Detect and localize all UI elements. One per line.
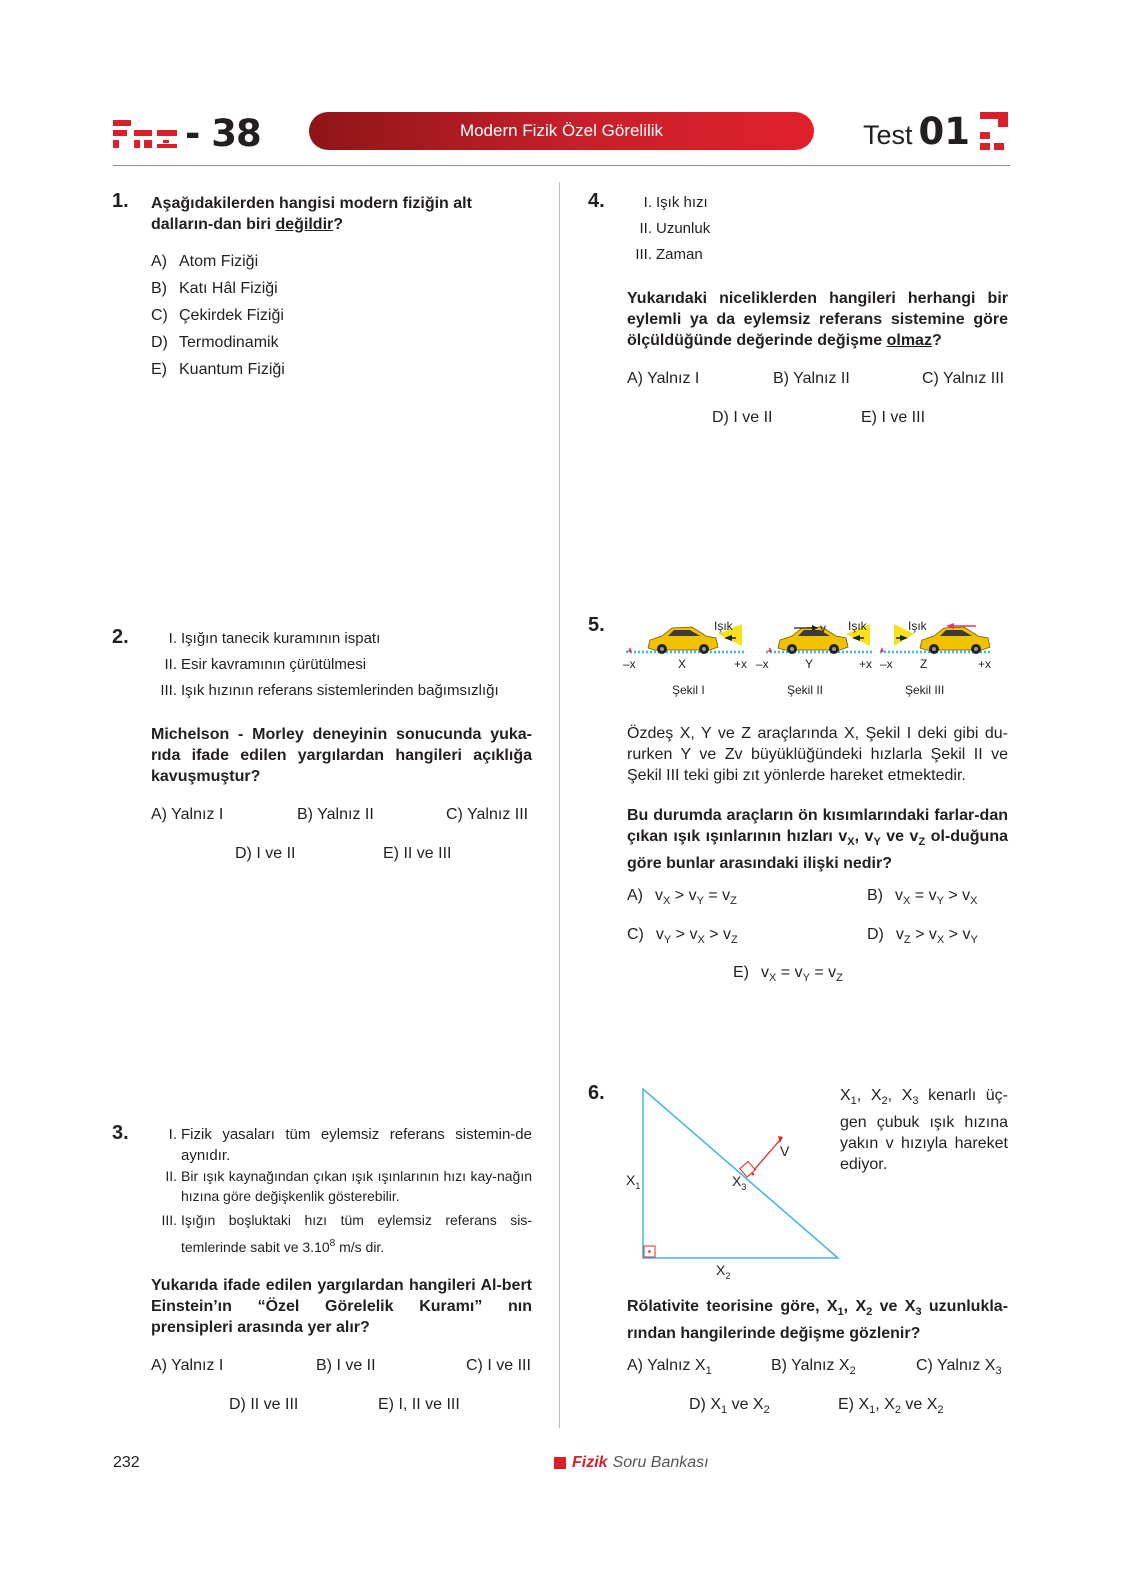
subscript: Z xyxy=(918,836,926,848)
item-text: Işık hızı xyxy=(656,194,708,211)
page-header xyxy=(113,108,1010,166)
option-text: v xyxy=(761,964,769,981)
option-item xyxy=(151,302,521,329)
minus-x-1: –x xyxy=(623,657,636,671)
question-5-number: 5. xyxy=(588,614,605,636)
question-3-option-b: B) I ve II xyxy=(316,1357,376,1374)
option-text: > v xyxy=(910,926,937,943)
question-2-option-a: A) Yalnız I xyxy=(151,806,224,823)
option-text: > v xyxy=(943,887,971,904)
text: D) X xyxy=(689,1396,721,1413)
option-text: Katı Hâl Fiziği xyxy=(179,280,278,297)
question-5-option-e xyxy=(733,962,843,989)
option-letter: D) xyxy=(151,334,168,351)
item-text: Işığın tanecik kuramının ispatı xyxy=(181,630,381,647)
option-letter: C) xyxy=(627,926,644,943)
item-text: Esir kavramının çürütülmesi xyxy=(181,656,367,673)
light-label-1: Işık xyxy=(714,619,733,633)
question-1-options xyxy=(151,248,521,383)
option-letter: E) xyxy=(151,361,167,378)
question-2-option-c: C) Yalnız III xyxy=(446,806,529,823)
question-5-body: Özdeş X, Y ve Z araçlarında X, Şekil I deki gibi du-rurken Y ve Zv büyüklüğündeki hızlarla Şekil II ve Şekil III teki gibi zıt yönlerde hareket etmektedir. xyxy=(627,725,1008,784)
faz-logo-icon xyxy=(113,116,181,152)
subscript: Z xyxy=(903,934,911,946)
question-4-stem-end: ? xyxy=(931,332,942,349)
brand xyxy=(113,114,261,154)
subscript: X xyxy=(847,836,855,848)
item-text: Işık hızının referans sistemlerinden bağımsızlığı xyxy=(181,682,499,699)
question-2-items xyxy=(151,626,541,704)
roman-numeral: III. xyxy=(160,682,177,699)
side-label-x3: X xyxy=(732,1173,742,1189)
question-4-number: 4. xyxy=(588,190,605,212)
text: ve X xyxy=(900,1396,938,1413)
question-4-stem-emphasis: olmaz xyxy=(886,332,932,349)
option-letter: B) xyxy=(867,887,883,904)
question-4-items xyxy=(626,190,826,268)
stem-text: Bu durumda araçların ön kısımlarındaki farlar-dan çıkan ışık ışınlarının hızları v xyxy=(627,807,1008,845)
roman-item xyxy=(626,216,826,242)
question-6-option-c xyxy=(916,1355,1002,1382)
book-subject: Fizik xyxy=(572,1454,608,1471)
figure-panel-3 xyxy=(880,623,990,654)
question-5-stem xyxy=(627,805,1008,874)
plus-x-1: +x xyxy=(734,657,748,671)
text: kenarlı üç-gen çubuk ışık hızına yakın v hızıyla hareket ediyor. xyxy=(840,1087,1008,1173)
subscript: 1 xyxy=(635,1181,641,1191)
roman-item xyxy=(626,242,826,268)
question-3-item-3 xyxy=(151,1209,532,1259)
option-letter: A) xyxy=(627,887,643,904)
question-3-option-c: C) I ve III xyxy=(466,1357,531,1374)
minus-x-3: –x xyxy=(880,657,893,671)
option-text: Termodinamik xyxy=(179,334,279,351)
roman-item xyxy=(151,626,541,652)
option-text: Kuantum Fiziği xyxy=(179,361,285,378)
question-6-number: 6. xyxy=(588,1082,605,1104)
stem-text: ve v xyxy=(880,828,919,845)
question-5-option-c xyxy=(627,924,738,951)
subscript: Y xyxy=(936,895,944,907)
question-4-option-e: E) I ve III xyxy=(861,409,926,426)
question-6-side-text xyxy=(840,1085,1008,1175)
subscript: 1 xyxy=(705,1365,712,1377)
car-label-y: Y xyxy=(805,657,814,671)
question-2-option-b: B) Yalnız II xyxy=(297,806,374,823)
question-3-number: 3. xyxy=(112,1122,129,1144)
subscript: 3 xyxy=(915,1306,922,1318)
question-4-option-d: D) I ve II xyxy=(712,409,773,426)
subscript: 1 xyxy=(869,1404,876,1416)
roman-numeral: I. xyxy=(168,1126,177,1143)
option-text: = v xyxy=(703,887,731,904)
subscript: 2 xyxy=(937,1404,944,1416)
stem-text: ol-duğuna göre bunlar arasındaki ilişki nedir? xyxy=(627,828,1008,872)
subscript: X xyxy=(697,934,705,946)
question-4-option-b: B) Yalnız II xyxy=(773,370,850,387)
roman-item xyxy=(151,678,541,704)
text: B) Yalnız X xyxy=(771,1357,850,1374)
question-3-option-a: A) Yalnız I xyxy=(151,1357,224,1374)
subscript: 2 xyxy=(725,1271,731,1280)
question-3-option-d: D) II ve III xyxy=(229,1396,299,1413)
option-letter: C) xyxy=(151,307,168,324)
subscript: 2 xyxy=(881,1095,888,1107)
subscript: Y xyxy=(696,895,704,907)
test-number: 01 xyxy=(918,110,970,153)
book-name: Soru Bankası xyxy=(612,1454,709,1471)
subscript: 3 xyxy=(741,1182,747,1192)
light-label-3: Işık xyxy=(908,619,927,633)
velocity-label-2: v xyxy=(820,621,826,635)
text: , X xyxy=(875,1396,895,1413)
text: ve X xyxy=(872,1298,916,1315)
book-title xyxy=(554,1454,709,1472)
text: uzunlukla-rından hangilerinde değişme gözlenir? xyxy=(627,1298,1009,1342)
item-text xyxy=(181,1209,532,1259)
roman-item xyxy=(151,652,541,678)
subscript: X xyxy=(663,895,671,907)
question-2-option-e: E) II ve III xyxy=(383,845,452,862)
question-5-figure xyxy=(618,612,1010,704)
option-text: Çekirdek Fiziği xyxy=(179,307,284,324)
subscript: Y xyxy=(873,836,881,848)
question-4-stem xyxy=(627,288,1008,351)
question-6-option-b xyxy=(771,1355,856,1382)
option-text: v xyxy=(895,887,903,904)
option-letter: D) xyxy=(867,926,884,943)
roman-numeral: III. xyxy=(161,1212,177,1228)
svg-text:X2 xyxy=(716,1262,730,1280)
subscript: X xyxy=(769,972,777,984)
option-item xyxy=(151,248,521,275)
item-text-b: m/s dir. xyxy=(335,1239,385,1255)
subscript: Z xyxy=(730,895,737,907)
option-text: > v xyxy=(671,926,698,943)
text: A) Yalnız X xyxy=(627,1357,706,1374)
roman-numeral: II. xyxy=(165,1168,177,1184)
figure-caption-3: Şekil III xyxy=(905,683,945,697)
roman-numeral: I. xyxy=(643,194,652,211)
question-6-option-e xyxy=(838,1394,944,1421)
option-text: > v xyxy=(944,926,971,943)
text: Rölativite teorisine göre, X xyxy=(627,1298,838,1315)
option-text: v xyxy=(655,887,663,904)
faz-mini-logo-icon xyxy=(978,110,1010,152)
item-text: Uzunluk xyxy=(656,220,711,237)
option-text: Atom Fiziği xyxy=(179,253,259,270)
question-3-item-1 xyxy=(151,1124,532,1166)
figure-caption-2: Şekil II xyxy=(787,683,824,697)
text: E) X xyxy=(838,1396,870,1413)
question-4-option-c: C) Yalnız III xyxy=(922,370,1005,387)
option-item xyxy=(151,275,521,302)
option-item xyxy=(151,329,521,356)
option-text: v xyxy=(655,926,664,943)
item-text: Zaman xyxy=(656,246,703,263)
roman-numeral: II. xyxy=(164,656,177,673)
option-text: v xyxy=(895,926,904,943)
option-item xyxy=(151,356,521,383)
question-1-stem-emphasis: değildir xyxy=(275,216,334,233)
car-label-z: Z xyxy=(920,657,928,671)
option-text: > v xyxy=(670,887,697,904)
option-text: = v xyxy=(776,964,803,981)
question-4-stem-text: Yukarıdaki niceliklerden hangileri herhangi bir eylemli ya da eylemsiz referans sistemine göre ölçüldüğünde değerinde değişme xyxy=(627,290,1008,349)
option-text: = v xyxy=(809,964,837,981)
subscript: Y xyxy=(802,972,810,984)
option-text: > v xyxy=(704,926,732,943)
plus-x-3: +x xyxy=(978,657,992,671)
subscript: Y xyxy=(663,934,672,946)
side-label-x2: X xyxy=(716,1262,726,1278)
question-6-stem xyxy=(627,1296,1008,1344)
light-label-2: Işık xyxy=(848,619,867,633)
subscript: 2 xyxy=(849,1365,856,1377)
subscript: Z xyxy=(731,934,738,946)
question-1-stem xyxy=(151,193,533,235)
question-1-number: 1. xyxy=(112,190,129,212)
subscript: 1 xyxy=(721,1404,728,1416)
subscript: 1 xyxy=(850,1095,857,1107)
subscript: Y xyxy=(970,934,978,946)
question-3-stem: Yukarıda ifade edilen yargılardan hangileri Al-bert Einstein’ın “Özel Görelelik Kuramı” nın prensipleri arasında yer alır? xyxy=(151,1277,532,1336)
question-6-option-d xyxy=(689,1394,770,1421)
page-number: 232 xyxy=(113,1454,140,1471)
car-label-x: X xyxy=(678,657,687,671)
question-6-figure xyxy=(620,1080,845,1280)
question-2-stem: Michelson - Morley deneyinin sonucunda yuka-rıda ifade edilen yargılardan hangileri açıklığa kavuşmuştur? xyxy=(151,726,532,785)
option-letter: A) xyxy=(151,253,167,270)
subscript: X xyxy=(903,895,911,907)
question-5-option-d xyxy=(867,924,978,951)
subscript: 1 xyxy=(837,1306,844,1318)
roman-numeral: III. xyxy=(635,246,652,263)
roman-numeral: I. xyxy=(168,630,177,647)
subscript: 2 xyxy=(894,1404,901,1416)
square-bullet-icon xyxy=(554,1457,566,1469)
item-text: Bir ışık kaynağından çıkan ışık ışınlarının hızı kay-nağın hızına göre değişkenlik gösterebilir. xyxy=(181,1168,532,1204)
column-divider xyxy=(559,182,560,1428)
stem-text: , v xyxy=(854,828,874,845)
subscript: 2 xyxy=(763,1404,770,1416)
option-letter: E) xyxy=(733,964,749,981)
option-letter: B) xyxy=(151,280,167,297)
exponent: 8 xyxy=(329,1238,336,1249)
test-label xyxy=(863,110,970,158)
subscript: 2 xyxy=(866,1306,873,1318)
side-label-x1: X xyxy=(626,1172,636,1188)
text: ve X xyxy=(727,1396,764,1413)
subscript: 3 xyxy=(995,1365,1002,1377)
question-5-option-a xyxy=(627,885,737,912)
subscript: 3 xyxy=(912,1095,919,1107)
svg-text:X1 xyxy=(626,1172,640,1191)
subscript: X xyxy=(970,895,978,907)
question-6-option-a xyxy=(627,1355,712,1382)
question-2-number: 2. xyxy=(112,626,129,648)
test-word: Test xyxy=(862,120,913,150)
question-3-item-2 xyxy=(151,1166,532,1206)
text: , X xyxy=(856,1087,882,1104)
item-text-a: Işığın boşluktaki hızı tüm eylemsiz referans sis-temlerinde sabit ve 3.10 xyxy=(181,1212,532,1255)
plus-x-2: +x xyxy=(859,657,873,671)
page-title: Modern Fizik Özel Görelilik xyxy=(309,112,814,150)
question-4-option-a: A) Yalnız I xyxy=(627,370,700,387)
text: X xyxy=(840,1087,851,1104)
subscript: X xyxy=(936,934,945,946)
option-text: = v xyxy=(910,887,937,904)
figure-caption-1: Şekil I xyxy=(672,683,705,697)
text: C) Yalnız X xyxy=(916,1357,996,1374)
text: , X xyxy=(887,1087,913,1104)
subscript: Z xyxy=(836,972,843,984)
question-1-stem-end: ? xyxy=(333,216,344,233)
velocity-arrow xyxy=(754,1140,780,1170)
roman-numeral: II. xyxy=(639,220,652,237)
question-1-stem-text: Aşağıdakilerden hangisi modern fiziğin alt dalların-dan biri xyxy=(151,195,472,233)
question-3-option-e: E) I, II ve III xyxy=(378,1396,460,1413)
roman-item xyxy=(626,190,826,216)
velocity-label: V xyxy=(780,1143,790,1159)
minus-x-2: –x xyxy=(756,657,769,671)
question-5-option-b xyxy=(867,885,978,912)
question-2-option-d: D) I ve II xyxy=(235,845,296,862)
brand-number: - 38 xyxy=(185,112,261,155)
item-text: Fizik yasaları tüm eylemsiz referans sistemin-de aynıdır. xyxy=(181,1126,532,1164)
text: , X xyxy=(843,1298,867,1315)
question-3-items xyxy=(151,1124,532,1259)
